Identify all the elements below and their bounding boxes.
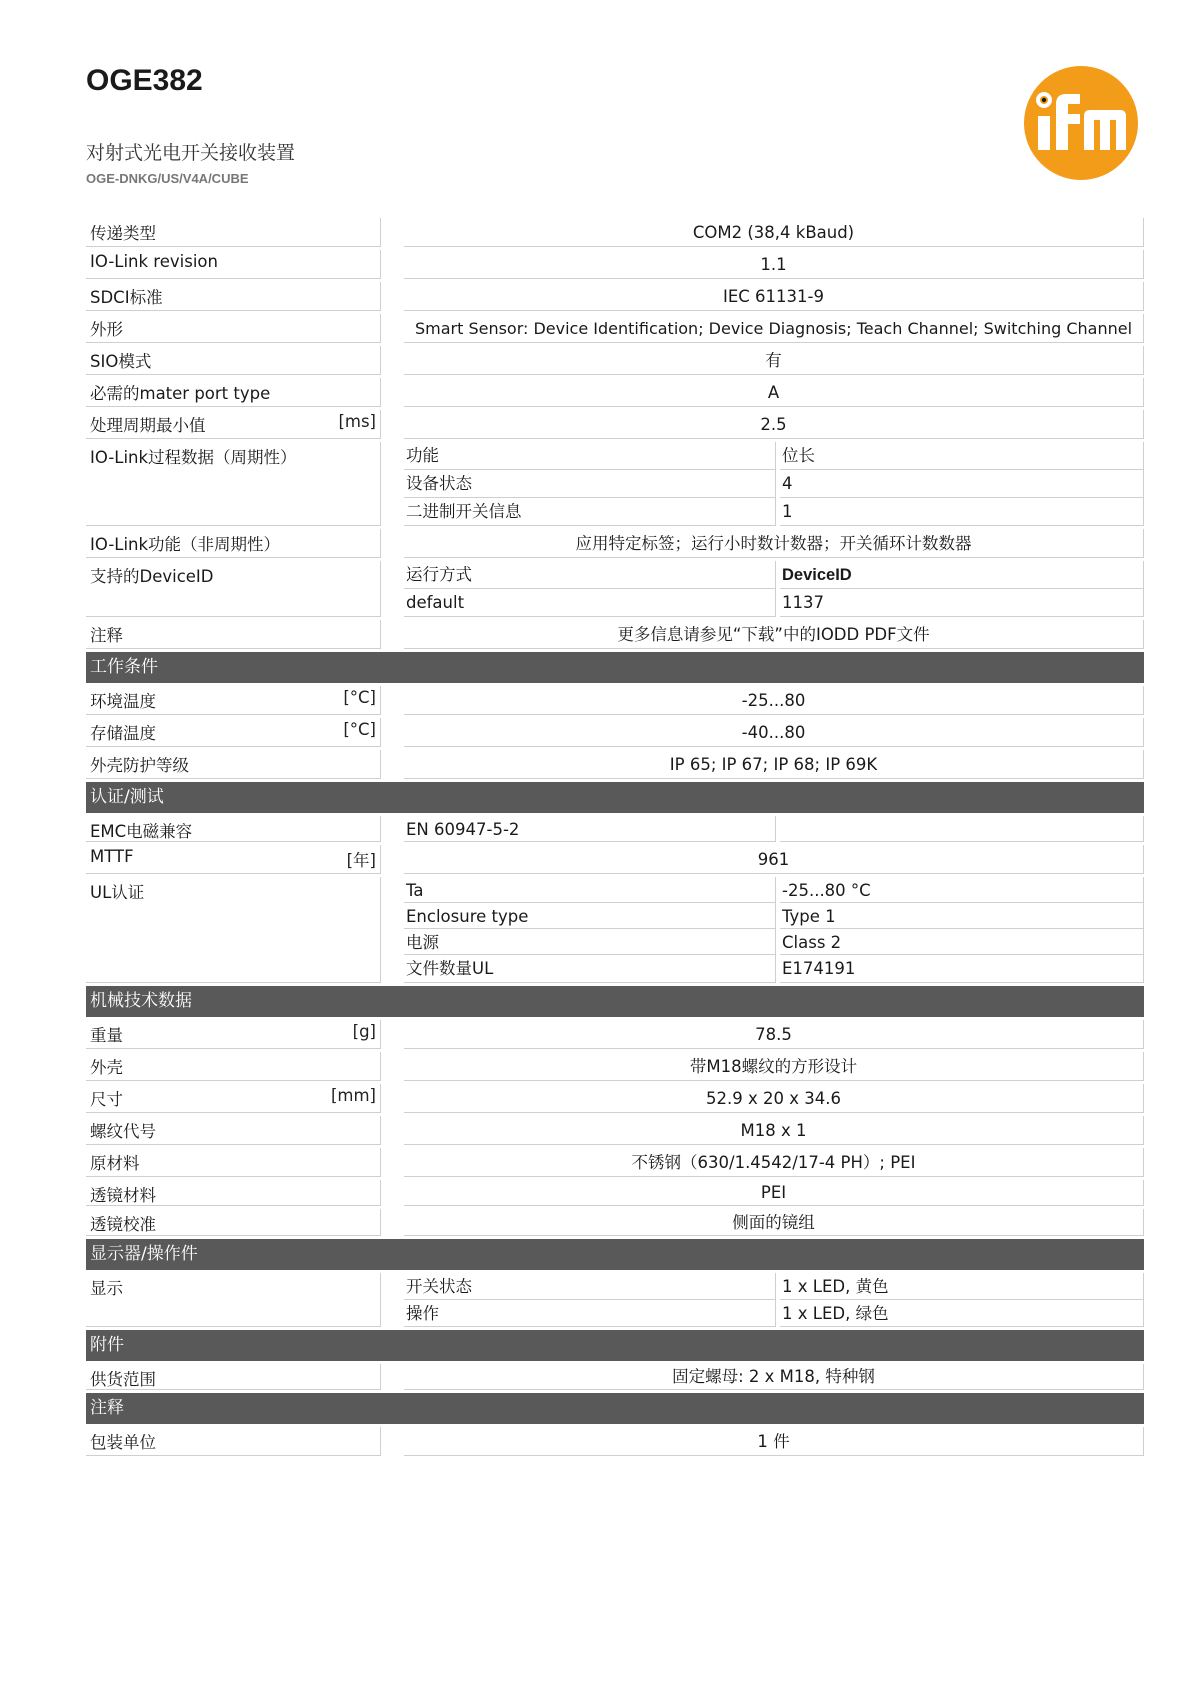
- row-label: MTTF: [90, 847, 134, 866]
- spec-row: [86, 282, 1144, 311]
- row-value: -25...80: [404, 686, 1144, 715]
- sub-label: default: [404, 589, 776, 617]
- row-value: 应用特定标签；运行小时数计数器；开关循环计数数器: [404, 529, 1144, 558]
- sub-value: 位长: [780, 442, 1144, 470]
- sub-value: 1: [780, 498, 1144, 526]
- spec-row: [86, 620, 1144, 649]
- sub-label: 功能: [404, 442, 776, 470]
- row-label: SIO模式: [90, 352, 152, 371]
- row-value: 2.5: [404, 410, 1144, 439]
- sub-label: 二进制开关信息: [404, 498, 776, 526]
- row-label: 显示: [90, 1279, 123, 1298]
- row-label: SDCI标准: [90, 288, 163, 307]
- row-unit: [mm]: [330, 1086, 376, 1105]
- ul-row: [86, 877, 1144, 983]
- row-value: IP 65; IP 67; IP 68; IP 69K: [404, 750, 1144, 779]
- spec-row: [86, 1052, 1144, 1081]
- display-row: [86, 1273, 1144, 1327]
- row-value: 侧面的镜组: [404, 1209, 1144, 1236]
- spec-row: [86, 1364, 1144, 1390]
- spec-row: [86, 1148, 1144, 1177]
- row-label: 透镜校准: [90, 1215, 156, 1234]
- sub-value: E174191: [780, 955, 1144, 983]
- row-label: IO-Link过程数据（周期性）: [90, 448, 297, 467]
- spec-row: [86, 750, 1144, 779]
- spec-row: [86, 686, 1144, 715]
- sub-label: 电源: [404, 929, 776, 955]
- row-value: M18 x 1: [404, 1116, 1144, 1145]
- row-value: A: [404, 378, 1144, 407]
- product-title: OGE382: [86, 64, 203, 97]
- sub-value: 1137: [780, 589, 1144, 617]
- row-label: 注释: [90, 626, 123, 645]
- process-data-row: [86, 442, 1144, 526]
- spec-row: [86, 718, 1144, 747]
- spec-row: [86, 378, 1144, 407]
- sub-value-empty: [780, 816, 1144, 842]
- row-label: 原材料: [90, 1154, 140, 1173]
- row-label: IO-Link功能（非周期性）: [90, 535, 281, 554]
- row-label: 尺寸: [90, 1090, 123, 1109]
- spec-row: [86, 410, 1144, 439]
- sub-label: 设备状态: [404, 470, 776, 498]
- row-label: 外形: [90, 320, 123, 339]
- row-unit: [年]: [346, 851, 376, 870]
- sub-label: 运行方式: [404, 561, 776, 589]
- section-header-remarks: 注释: [86, 1393, 1144, 1424]
- spec-row: [86, 529, 1144, 558]
- spec-row: [86, 1427, 1144, 1456]
- ifm-logo: [1022, 64, 1140, 182]
- row-unit: [g]: [352, 1022, 376, 1041]
- row-value: 1 件: [404, 1427, 1144, 1456]
- section-header-approvals: 认证/测试: [86, 782, 1144, 813]
- product-code: OGE-DNKG/US/V4A/CUBE: [86, 171, 249, 186]
- row-unit: [°C]: [343, 720, 376, 739]
- row-value: 不锈钢（630/1.4542/17-4 PH）; PEI: [404, 1148, 1144, 1177]
- sub-value: 4: [780, 470, 1144, 498]
- row-value: 带M18螺纹的方形设计: [404, 1052, 1144, 1081]
- row-label: 外壳防护等级: [90, 756, 189, 775]
- row-value: 52.9 x 20 x 34.6: [404, 1084, 1144, 1113]
- row-label: 存储温度: [90, 724, 156, 743]
- spec-row: [86, 346, 1144, 375]
- emc-row: [86, 816, 1144, 842]
- sub-value: Type 1: [780, 903, 1144, 929]
- row-label: 螺纹代号: [90, 1122, 156, 1141]
- sub-label: 操作: [404, 1300, 776, 1327]
- row-label: 环境温度: [90, 692, 156, 711]
- spec-row: [86, 1084, 1144, 1113]
- row-label: 传递类型: [90, 224, 156, 243]
- sub-value: DeviceID: [780, 561, 1144, 589]
- sub-label: Enclosure type: [404, 903, 776, 929]
- spec-row: [86, 1116, 1144, 1145]
- row-value: 1.1: [404, 250, 1144, 279]
- spec-row: [86, 1209, 1144, 1236]
- sub-value: Class 2: [780, 929, 1144, 955]
- spec-row: [86, 1180, 1144, 1206]
- section-header-operating: 工作条件: [86, 652, 1144, 683]
- row-value: PEI: [404, 1180, 1144, 1206]
- row-label: 透镜材料: [90, 1186, 156, 1205]
- spec-row: [86, 314, 1144, 343]
- sub-label: 文件数量UL: [404, 955, 776, 983]
- row-label: 支持的DeviceID: [90, 567, 214, 586]
- row-label: 处理周期最小值: [90, 416, 206, 435]
- product-subtitle: 对射式光电开关接收装置: [86, 142, 296, 164]
- row-unit: [°C]: [343, 688, 376, 707]
- sub-value: 1 x LED, 黄色: [780, 1273, 1144, 1300]
- spec-row: [86, 250, 1144, 279]
- spec-row: [86, 1020, 1144, 1049]
- sub-value: 1 x LED, 绿色: [780, 1300, 1144, 1327]
- row-value: 961: [404, 845, 1144, 874]
- row-value: 78.5: [404, 1020, 1144, 1049]
- row-label: IO-Link revision: [90, 252, 218, 271]
- row-value: 更多信息请参见“下载”中的IODD PDF文件: [404, 620, 1144, 649]
- row-value: 有: [404, 346, 1144, 375]
- general-rows: [86, 218, 1144, 439]
- row-value: COM2 (38,4 kBaud): [404, 218, 1144, 247]
- row-value: Smart Sensor: Device Identification; Device Diagnosis; Teach Channel; Switching Channel: [404, 314, 1144, 343]
- row-label: UL认证: [90, 883, 145, 902]
- sub-value: -25...80 °C: [780, 877, 1144, 903]
- sub-label: EN 60947-5-2: [404, 816, 776, 842]
- row-unit: [ms]: [338, 412, 376, 431]
- row-label: 重量: [90, 1026, 123, 1045]
- row-label: 供货范围: [90, 1370, 156, 1389]
- row-value: -40...80: [404, 718, 1144, 747]
- row-label: EMC电磁兼容: [90, 822, 193, 841]
- sub-label: Ta: [404, 877, 776, 903]
- row-value: 固定螺母: 2 x M18, 特种钢: [404, 1364, 1144, 1390]
- row-label: 外壳: [90, 1058, 123, 1077]
- section-header-accessories: 附件: [86, 1330, 1144, 1361]
- row-value: IEC 61131-9: [404, 282, 1144, 311]
- device-id-row: [86, 561, 1144, 617]
- section-header-display: 显示器/操作件: [86, 1239, 1144, 1270]
- section-header-mechanical: 机械技术数据: [86, 986, 1144, 1017]
- spec-table: [86, 218, 1144, 1459]
- row-label: 必需的mater port type: [90, 384, 271, 403]
- row-label: 包装单位: [90, 1433, 156, 1452]
- sub-label: 开关状态: [404, 1273, 776, 1300]
- spec-row: [86, 845, 1144, 874]
- spec-row: [86, 218, 1144, 247]
